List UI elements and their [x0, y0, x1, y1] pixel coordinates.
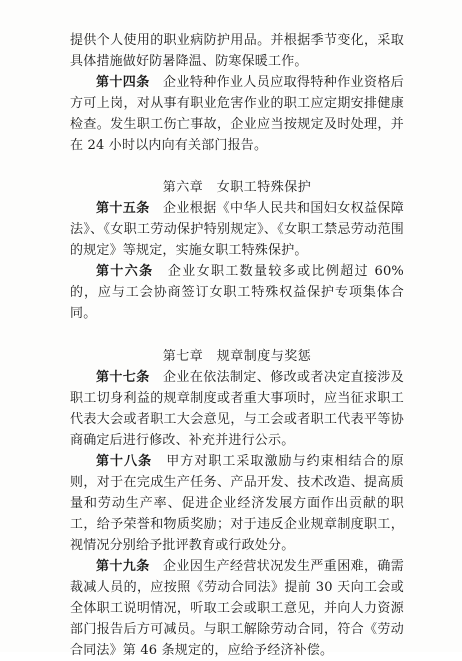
article-text: 企业特种作业人员应取得特种作业资格后方可上岗，对从事有职业危害作业的职工应定期安排健康检查。发生职工伤亡事故，企业应当按规定及时处理，并在 24 小时以内向有关部门报告。 — [70, 75, 404, 153]
article-18 — [70, 451, 404, 556]
article-number: 第十六条 — [96, 264, 154, 279]
article-number: 第十七条 — [96, 370, 150, 385]
article-text: 企业在依法制定、修改或者决定直接涉及职工切身利益的规章制度或者重大事项时，应当征求职工代表大会或者职工大会意见，与工会或者职工代表平等协商确定后进行修改、补充并进行公示。 — [70, 370, 404, 448]
article-17 — [70, 367, 404, 451]
article-19 — [70, 556, 404, 661]
chapter-7-heading: 第七章 规章制度与奖惩 — [162, 349, 312, 364]
article-text: 甲方对职工采取激励与约束相结合的原则，对于在完成生产任务、产品开发、技术改造、提高质量和劳动生产率、促进企业经济发展方面作出贡献的职工，给予荣誉和物质奖励；对于违反企业规章制度职工，视情况分别给予批评教育或行政处分。 — [70, 454, 404, 553]
article-text: 企业女职工数量较多或比例超过 60%的，应与工会协商签订女职工特殊权益保护专项集体合同。 — [70, 264, 404, 321]
article-14 — [70, 72, 404, 156]
article-15 — [70, 198, 404, 261]
article-16 — [70, 261, 404, 324]
article-number: 第十四条 — [96, 75, 150, 90]
article-text: 企业因生产经营状况发生严重困难，确需裁减人员的，应按照《劳动合同法》提前 30 天向工会或全体职工说明情况，听取工会或职工意见，并向人力资源部门报告后方可减员。与职工解除劳动合同，符合《劳动合同法》第 46 条规定的，应给予经济补偿。 — [70, 559, 404, 658]
document-body — [70, 30, 404, 661]
paragraph-continuation: 提供个人使用的职业病防护用品。并根据季节变化，采取具体措施做好防暑降温、防寒保暖工作。 — [70, 33, 404, 69]
article-number: 第十九条 — [96, 559, 150, 574]
chapter-6-heading: 第六章 女职工特殊保护 — [162, 180, 312, 195]
article-number: 第十八条 — [96, 454, 153, 469]
article-text: 企业根据《中华人民共和国妇女权益保障法》、《女职工劳动保护特别规定》、《女职工禁忌劳动范围的规定》等规定，实施女职工特殊保护。 — [70, 201, 404, 258]
article-number: 第十五条 — [96, 201, 150, 216]
